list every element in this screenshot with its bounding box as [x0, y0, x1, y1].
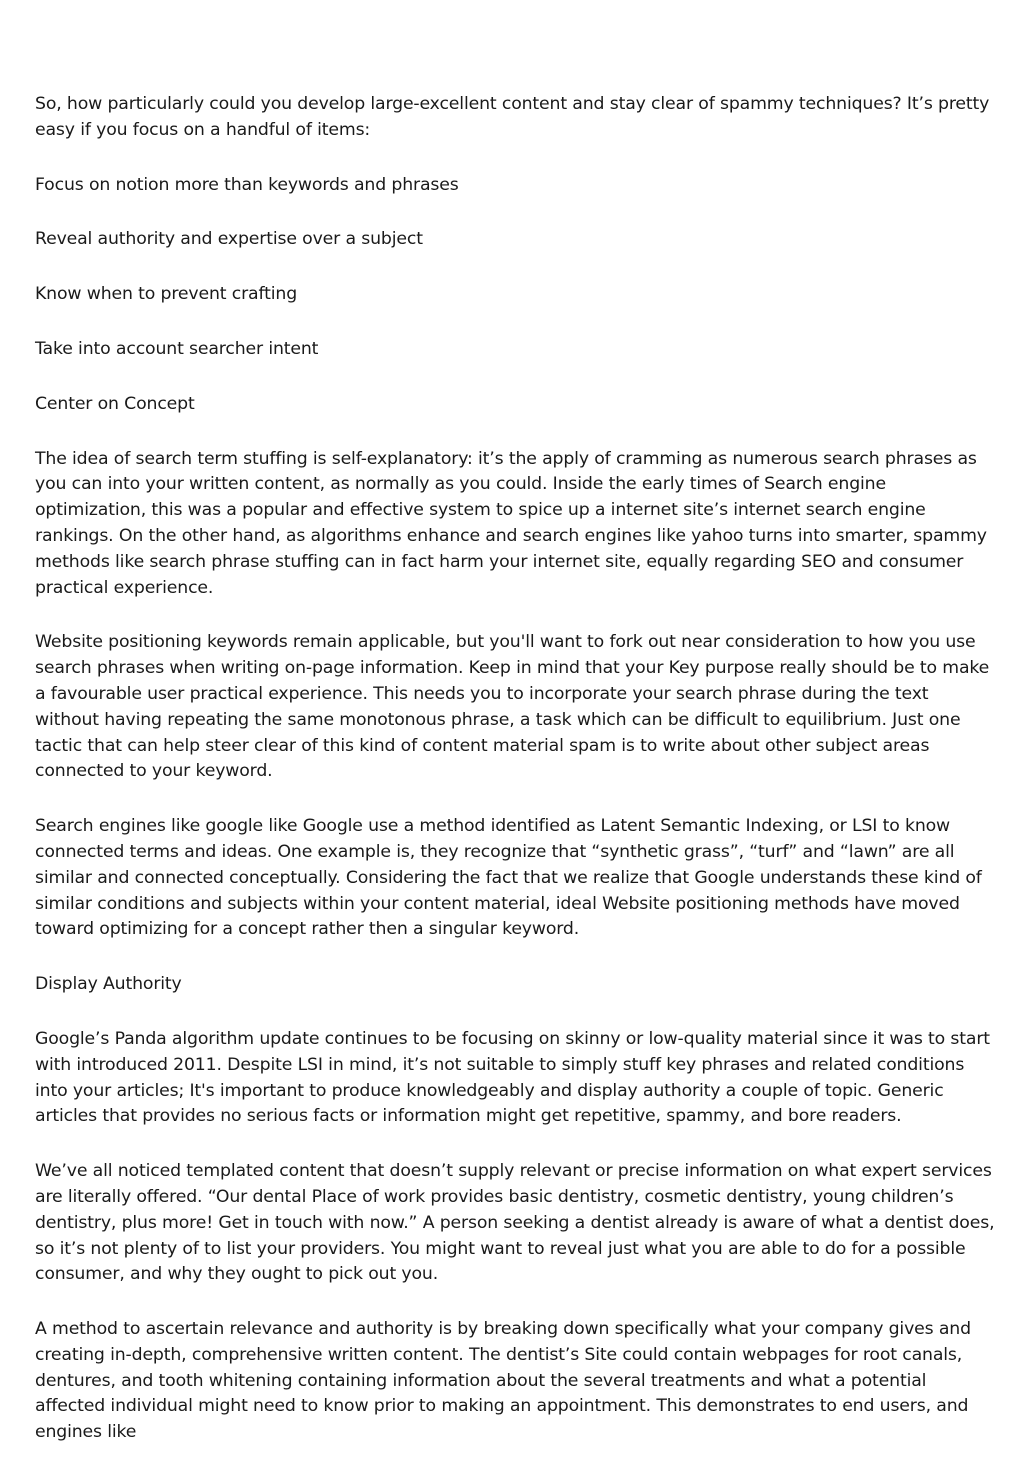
- list-item-reveal-authority: Reveal authority and expertise over a subject: [35, 229, 423, 250]
- body-paragraph: We’ve all noticed templated content that doesn’t supply relevant or precise information on what expert services are literally offered. “Our dental Place of work provides basic dentistry, cosmetic dentistry, young children’s dentistry, plus more! Get in touch with now.” A person seeking a dentist already is aware of what a dentist does, so it’s not plenty of to list your providers. You might want to reveal just what you are able to do for a possible consumer, and why they ought to pick out you.: [35, 1161, 995, 1285]
- body-paragraph: Search engines like google like Google use a method identified as Latent Semantic Indexing, or LSI to know connected terms and ideas. One example is, they recognize that “synthetic grass”, “turf” and “lawn” are all similar and connected conceptually. Considering the fact that we realize that Google understands these kind of similar conditions and subjects within your content material, ideal Website positioning methods have moved toward optimizing for a concept rather then a singular keyword.: [35, 816, 982, 940]
- section-heading-display-authority: Display Authority: [35, 974, 182, 995]
- body-paragraph: Website positioning keywords remain applicable, but you'll want to fork out near consideration to how you use search phrases when writing on-page information. Keep in mind that your Key purpose really should be to make a favourable user practical experience. This needs you to incorporate your search phrase during the text without having repeating the same monotonous phrase, a task which can be difficult to equilibrium. Just one tactic that can help steer clear of this kind of content material spam is to write about other subject areas connected to your keyword.: [35, 632, 990, 782]
- list-item-focus-on-notion: Focus on notion more than keywords and phrases: [35, 174, 459, 195]
- body-paragraph: The idea of search term stuffing is self-explanatory: it’s the apply of cramming as numerous search phrases as you can into your written content, as normally as you could. Inside the early times of Search engine optimization, this was a popular and effective system to spice up a internet site’s internet search engine rankings. On the other hand, as algorithms enhance and search engines like yahoo turns into smarter, spammy methods like search phrase stuffing can in fact harm your internet site, equally regarding SEO and consumer practical experience.: [35, 448, 987, 598]
- document-body: [35, 92, 995, 1475]
- list-item-know-when: Know when to prevent crafting: [35, 284, 298, 305]
- list-item-searcher-intent: Take into account searcher intent: [35, 338, 319, 359]
- body-paragraph: A method to ascertain relevance and authority is by breaking down specifically what your company gives and creating in-depth, comprehensive written content. The dentist’s Site could contain webpages for root canals, dentures, and tooth whitening containing information about the several treatments and what a potential affected individual might need to know prior to making an appointment. This demonstrates to end users, and engines like: [35, 1319, 971, 1443]
- body-paragraph: Google’s Panda algorithm update continues to be focusing on skinny or low-quality material since it was to start with introduced 2011. Despite LSI in mind, it’s not suitable to simply stuff key phrases and related conditions into your articles; It's important to produce knowledgeably and display authority a couple of topic. Generic articles that provides no serious facts or information might get repetitive, spammy, and bore readers.: [35, 1028, 990, 1127]
- intro-paragraph: So, how particularly could you develop large-excellent content and stay clear of spammy techniques? It’s pretty easy if you focus on a handful of items:: [35, 94, 990, 140]
- section-heading-center-on-concept: Center on Concept: [35, 393, 195, 414]
